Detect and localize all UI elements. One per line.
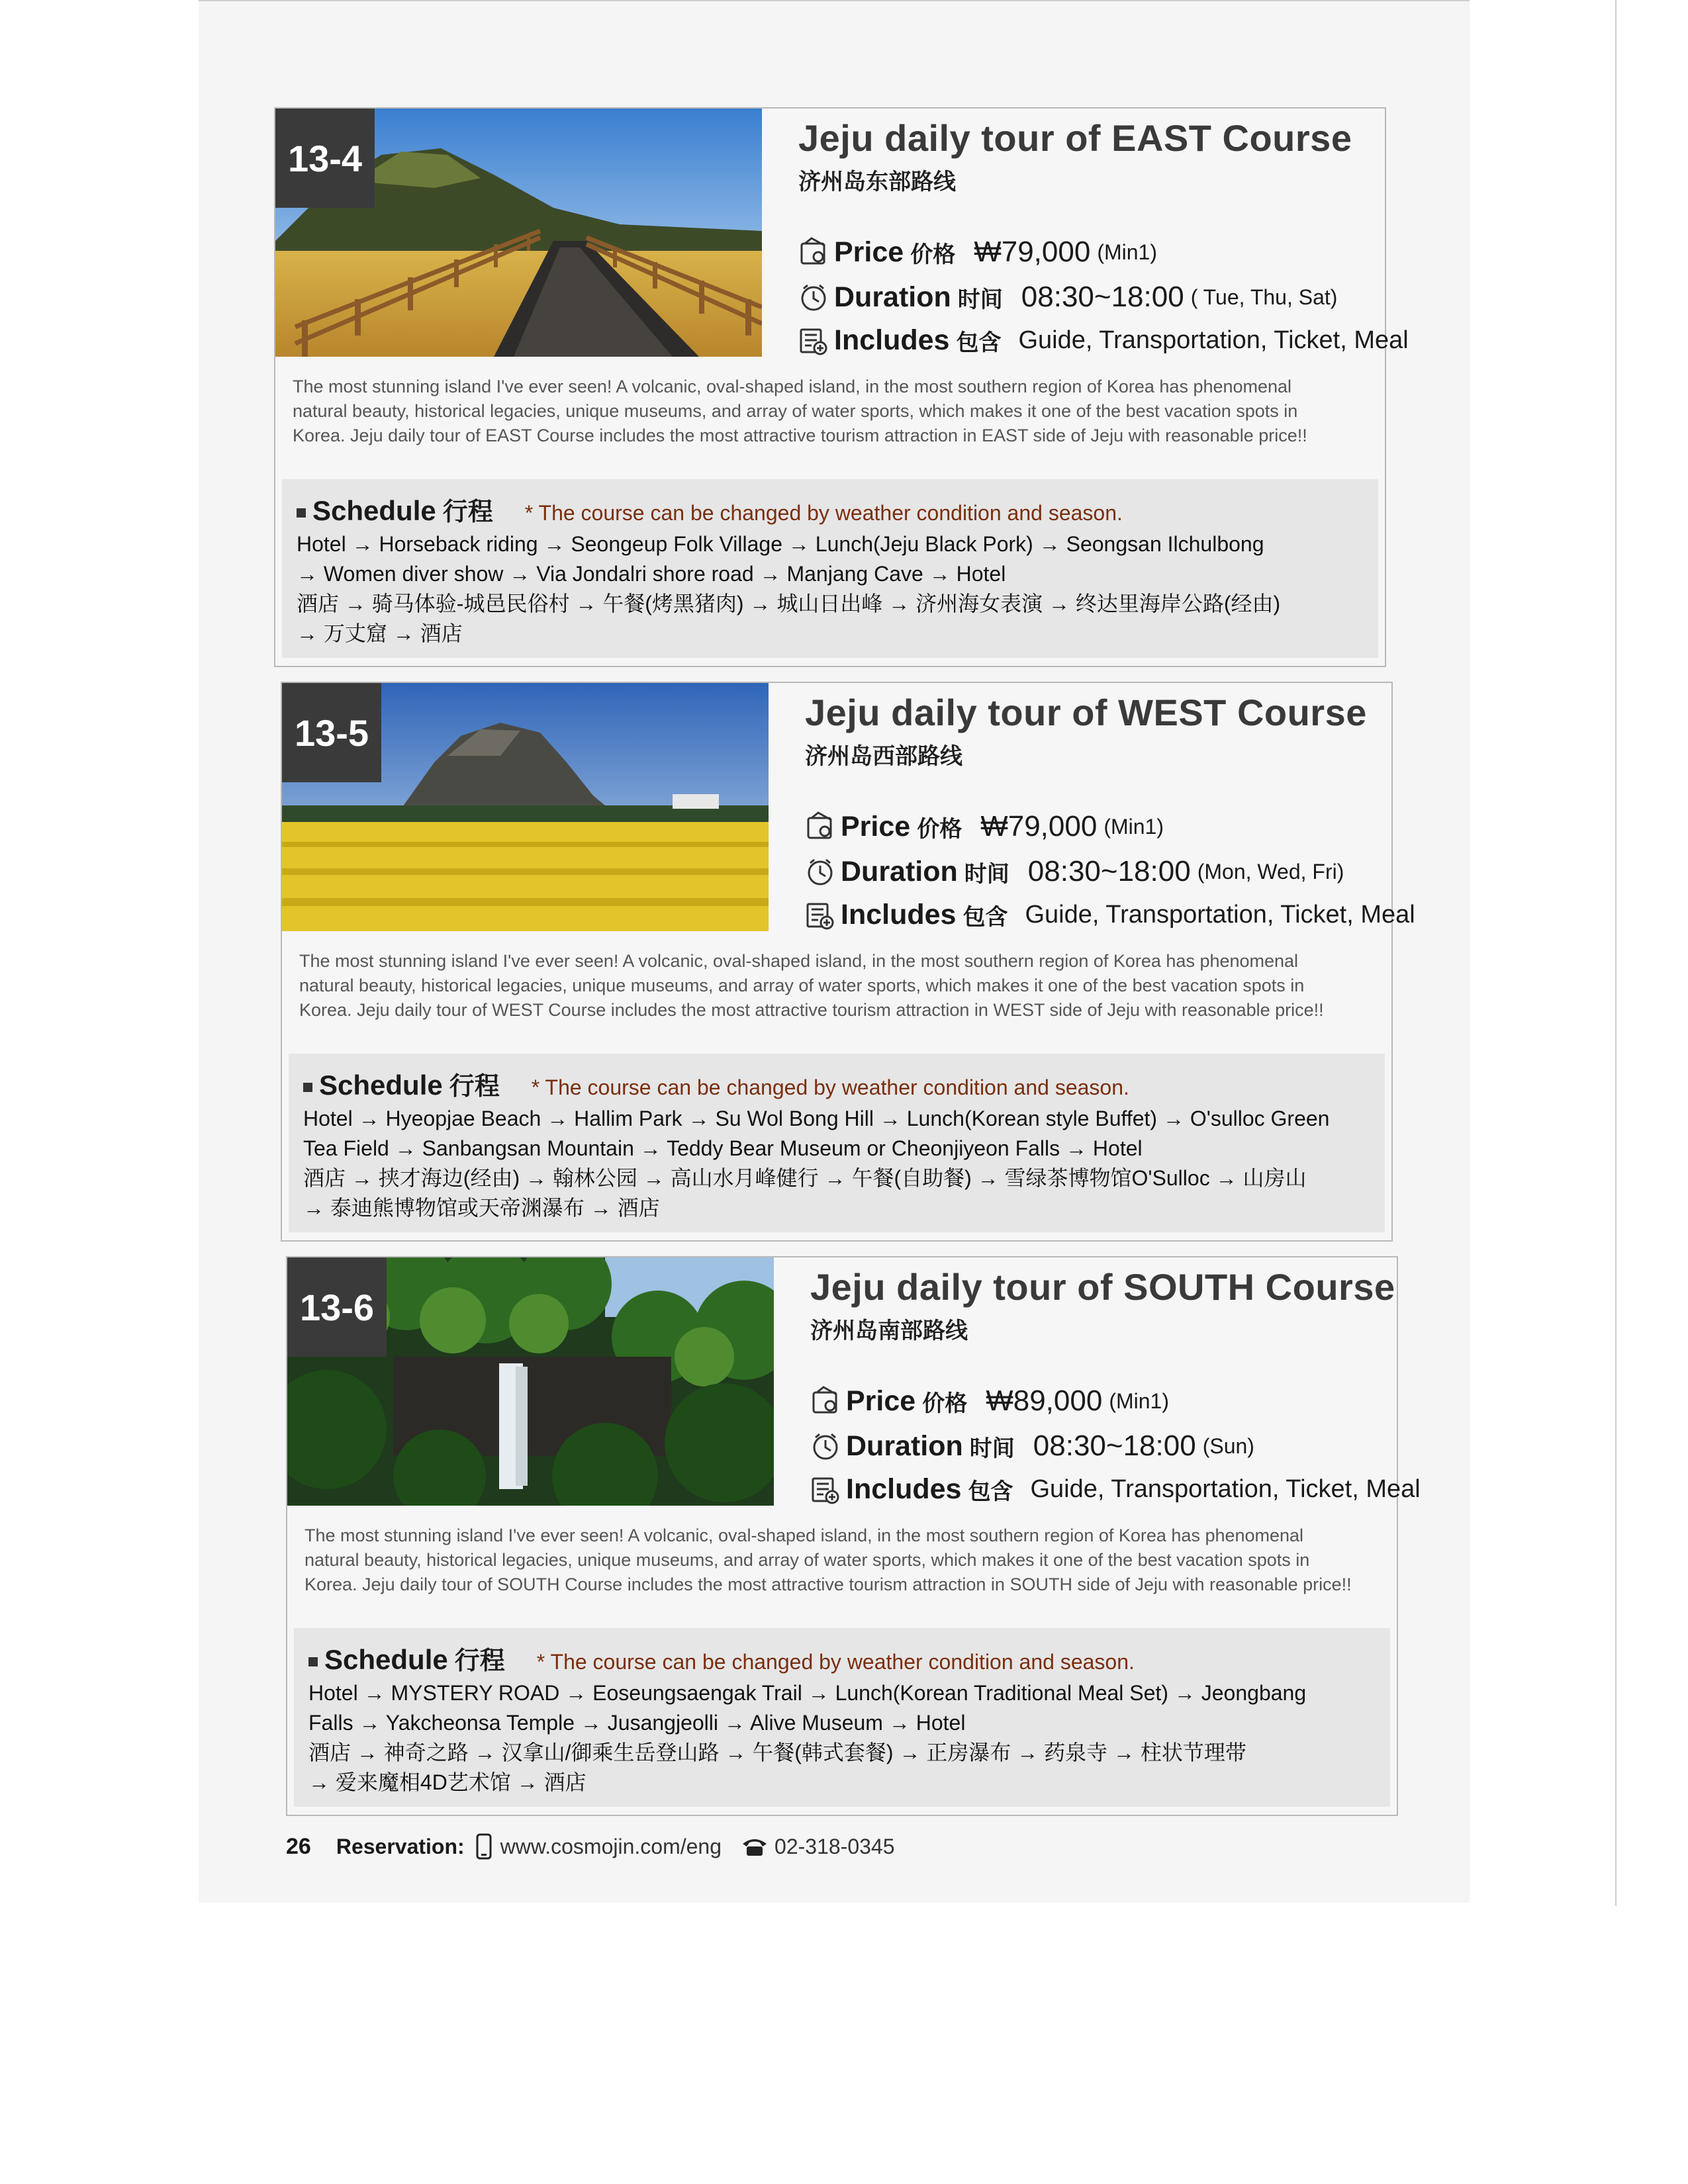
description-line: The most stunning island I've ever seen! A volcanic, oval-shaped island, in the most southern region of Korea has phenomenal: [299, 951, 1299, 971]
tour-card-west: [281, 682, 1415, 1242]
price-label-cn: 价格: [922, 1390, 968, 1416]
reservation-label: Reservation:: [336, 1834, 465, 1858]
tour-code-badge: 13-5: [282, 683, 381, 782]
price-tag-icon: [805, 811, 835, 842]
tour-info-west: [805, 691, 1381, 770]
bullet-square-icon: [308, 1657, 318, 1666]
schedule-line: Hotel → MYSTERY ROAD → Eoseungsaengak Trail → Lunch(Korean Traditional Meal Set) → Jeongbang: [308, 1681, 1307, 1705]
description-line: natural beauty, historical legacies, unique museums, and array of water sports, which makes it one of the best vacation spots in: [305, 1550, 1310, 1570]
schedule-header: [303, 1066, 1129, 1102]
duration-row: [798, 281, 1337, 314]
schedule-line: 酒店 → 骑马体验-城邑民俗村 → 午餐(烤黑猪肉) → 城山日出峰 → 济州海女表演 → 终达里海岸公路(经由): [297, 592, 1281, 615]
schedule-label: Schedule: [319, 1069, 443, 1101]
tour-card-south: [286, 1256, 1421, 1816]
price-value: ₩79,000: [974, 236, 1091, 268]
duration-label: Duration: [834, 281, 951, 313]
description-line: Korea. Jeju daily tour of SOUTH Course includes the most attractive tourism attraction in SOUTH side of Jeju with reasonable price!!: [305, 1574, 1352, 1594]
duration-label: Duration: [846, 1430, 963, 1462]
tour-code-badge: 13-6: [287, 1257, 387, 1357]
duration-label: Duration: [841, 855, 958, 887]
schedule-label: Schedule: [324, 1644, 448, 1675]
duration-days: ( Tue, Thu, Sat): [1190, 285, 1338, 309]
bullet-square-icon: [303, 1083, 312, 1092]
includes-row: [798, 324, 1409, 357]
tour-photo-west: [282, 683, 769, 931]
duration-label-cn: 时间: [957, 287, 1003, 312]
duration-row: [805, 855, 1344, 888]
duration-row: [810, 1430, 1254, 1463]
schedule-line: Hotel → Horseback riding → Seongeup Folk Village → Lunch(Jeju Black Pork) → Seongsan Ilchulbong: [297, 532, 1264, 556]
schedule-line: → Women diver show → Via Jondalri shore road → Manjang Cave → Hotel: [297, 562, 1006, 586]
schedule-note: * The course can be changed by weather condition and season.: [536, 1650, 1135, 1674]
price-label-cn: 价格: [917, 816, 962, 842]
schedule-label-cn: 行程: [454, 1647, 505, 1675]
price-row: [805, 810, 1164, 843]
duration-days: (Mon, Wed, Fri): [1197, 859, 1344, 884]
page-right-edge: [1615, 0, 1617, 1906]
duration-label-cn: 时间: [964, 861, 1009, 887]
duration-value: 08:30~18:00: [1033, 1430, 1196, 1462]
includes-label: Includes: [841, 899, 957, 931]
includes-value: Guide, Transportation, Ticket, Meal: [1030, 1475, 1421, 1503]
schedule-line: Tea Field → Sanbangsan Mountain → Teddy Bear Museum or Cheonjiyeon Falls → Hotel: [303, 1136, 1143, 1160]
tour-code-badge: 13-4: [275, 109, 375, 208]
price-row: [810, 1385, 1169, 1418]
includes-label-cn: 包含: [956, 330, 1002, 355]
duration-days: (Sun): [1202, 1433, 1254, 1458]
includes-row: [810, 1473, 1421, 1506]
includes-value: Guide, Transportation, Ticket, Meal: [1018, 326, 1409, 354]
tour-subtitle-cn: 济州岛南部路线: [810, 1318, 968, 1343]
tour-card-east: [274, 107, 1409, 667]
description-line: natural beauty, historical legacies, unique museums, and array of water sports, which makes it one of the best vacation spots in: [299, 976, 1305, 995]
schedule-line: Falls → Yakcheonsa Temple → Jusangjeolli → Alive Museum → Hotel: [308, 1711, 966, 1735]
tour-description: [305, 1524, 1377, 1597]
tour-title: Jeju daily tour of WEST Course: [805, 692, 1367, 733]
schedule-box: [289, 1054, 1385, 1232]
price-tag-icon: [798, 237, 829, 267]
schedule-route: [303, 1104, 1329, 1223]
price-label: Price: [841, 810, 911, 842]
page-top-edge: [199, 0, 1470, 1]
schedule-note: * The course can be changed by weather condition and season.: [524, 501, 1123, 525]
tour-photo-south: [287, 1257, 774, 1506]
description-line: The most stunning island I've ever seen! A volcanic, oval-shaped island, in the most southern region of Korea has phenomenal: [305, 1525, 1304, 1545]
price-label: Price: [834, 236, 904, 268]
includes-label-cn: 包含: [968, 1479, 1013, 1504]
schedule-label: Schedule: [312, 495, 436, 526]
tour-subtitle-cn: 济州岛西部路线: [805, 744, 962, 769]
price-tag-icon: [810, 1386, 841, 1416]
bullet-square-icon: [297, 508, 306, 518]
schedule-line: → 万丈窟 → 酒店: [297, 621, 463, 645]
tour-title: Jeju daily tour of SOUTH Course: [810, 1266, 1395, 1308]
description-line: Korea. Jeju daily tour of EAST Course includes the most attractive tourism attraction in EAST side of Jeju with reasonable price!!: [293, 426, 1307, 445]
price-note: (Min1): [1109, 1388, 1169, 1413]
price-label-cn: 价格: [910, 242, 956, 267]
price-value: ₩89,000: [986, 1385, 1103, 1417]
page-number: 26: [286, 1833, 311, 1859]
price-note: (Min1): [1103, 814, 1164, 839]
includes-list-icon: [805, 900, 835, 931]
tour-subtitle-cn: 济州岛东部路线: [798, 169, 956, 195]
mobile-phone-icon: [475, 1833, 492, 1860]
includes-list-icon: [810, 1475, 841, 1505]
tour-title: Jeju daily tour of EAST Course: [798, 117, 1352, 159]
schedule-route: [297, 529, 1280, 649]
phone-number[interactable]: 02-318-0345: [774, 1834, 895, 1858]
includes-label-cn: 包含: [962, 905, 1008, 930]
price-note: (Min1): [1097, 240, 1157, 264]
duration-label-cn: 时间: [969, 1435, 1015, 1461]
schedule-label-cn: 行程: [449, 1073, 500, 1101]
price-row: [798, 236, 1157, 269]
includes-label: Includes: [834, 324, 950, 356]
includes-value: Guide, Transportation, Ticket, Meal: [1025, 901, 1415, 929]
clock-icon: [798, 282, 829, 312]
schedule-header: [308, 1640, 1135, 1676]
tour-info-south: [810, 1265, 1395, 1345]
telephone-icon: [741, 1836, 768, 1857]
description-line: Korea. Jeju daily tour of WEST Course includes the most attractive tourism attraction in WEST side of Jeju with reasonable price!!: [299, 1000, 1324, 1020]
clock-icon: [810, 1431, 841, 1461]
tour-info-east: [798, 116, 1374, 196]
duration-value: 08:30~18:00: [1027, 855, 1191, 887]
schedule-line: → 泰迪熊博物馆或天帝渊瀑布 → 酒店: [303, 1196, 660, 1220]
schedule-header: [297, 491, 1123, 527]
tour-photo-east: [275, 109, 762, 357]
description-line: The most stunning island I've ever seen! A volcanic, oval-shaped island, in the most southern region of Korea has phenomenal: [293, 377, 1292, 396]
schedule-line: Hotel → Hyeopjae Beach → Hallim Park → Su Wol Bong Hill → Lunch(Korean style Buffet) → O'sulloc Green: [303, 1107, 1330, 1130]
schedule-note: * The course can be changed by weather condition and season.: [531, 1075, 1129, 1099]
duration-value: 08:30~18:00: [1021, 281, 1184, 313]
price-label: Price: [846, 1385, 916, 1417]
schedule-line: 酒店 → 神奇之路 → 汉拿山/御乘生岳登山路 → 午餐(韩式套餐) → 正房瀑布 → 药泉寺 → 柱状节理带: [308, 1741, 1246, 1764]
page-footer: [286, 1833, 895, 1860]
clock-icon: [805, 856, 835, 887]
website-link[interactable]: www.cosmojin.com/eng: [500, 1834, 722, 1858]
tour-description: [299, 949, 1372, 1023]
description-line: natural beauty, historical legacies, unique museums, and array of water sports, which makes it one of the best vacation spots in: [293, 401, 1298, 421]
tour-description: [293, 375, 1365, 448]
schedule-route: [308, 1678, 1306, 1797]
includes-label: Includes: [846, 1473, 962, 1505]
schedule-line: → 爱来魔相4D艺术馆 → 酒店: [308, 1770, 586, 1794]
schedule-box: [282, 479, 1378, 658]
schedule-label-cn: 行程: [442, 498, 493, 526]
schedule-line: 酒店 → 挟才海边(经由) → 翰林公园 → 高山水月峰健行 → 午餐(自助餐) → 雪绿茶博物馆O'Sulloc → 山房山: [303, 1166, 1307, 1190]
schedule-box: [294, 1628, 1390, 1807]
includes-list-icon: [798, 326, 829, 356]
includes-row: [805, 899, 1415, 931]
price-value: ₩79,000: [980, 810, 1098, 842]
